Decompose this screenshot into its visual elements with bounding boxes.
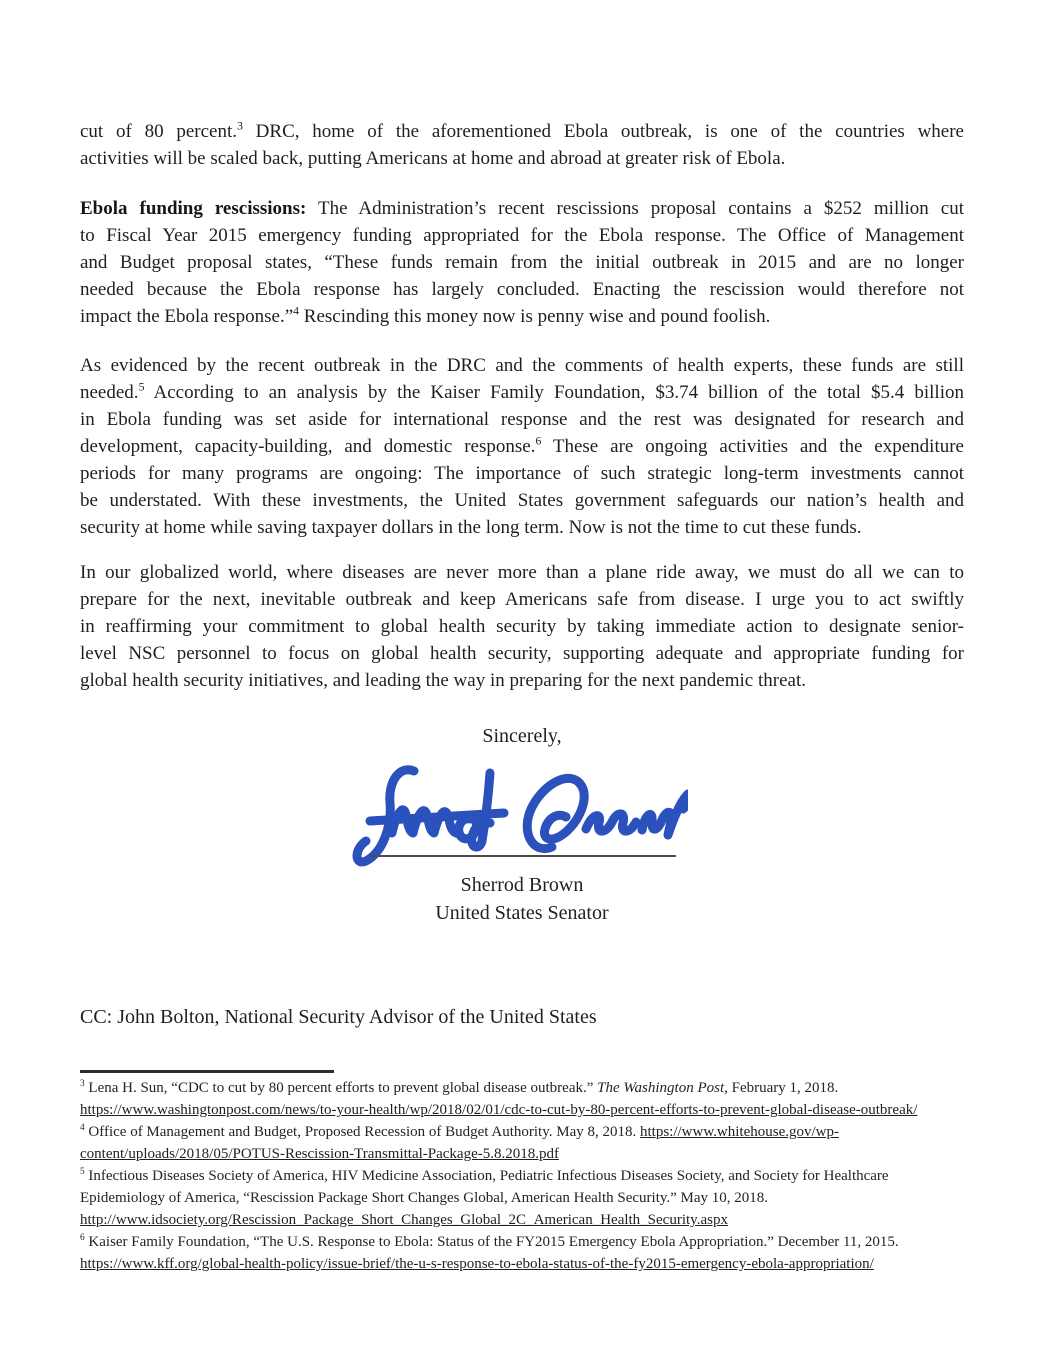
- text-line: [80, 586, 964, 613]
- text-segment: cut of 80 percent.: [80, 121, 238, 142]
- cc-line: CC: John Bolton, National Security Advisor of the United States: [80, 1006, 597, 1028]
- text-line: [80, 118, 964, 145]
- footnote-marker: 5: [80, 1167, 85, 1177]
- text-line: [80, 406, 964, 433]
- text-segment: level NSC personnel to focus on global health security, supporting adequate and appropriate funding for: [80, 643, 964, 664]
- footnote-marker: 4: [293, 304, 300, 318]
- signer-name: Sherrod Brown: [460, 874, 584, 896]
- text-line: [80, 613, 964, 640]
- text-segment: Rescinding this money now is penny wise and pound foolish.: [299, 306, 771, 327]
- footnote-link[interactable]: http://www.idsociety.org/Rescission_Package_Short_Changes_Global_2C_American_Health_Security.aspx: [80, 1212, 728, 1228]
- text-line: [80, 195, 964, 222]
- footnote-divider: [80, 1070, 334, 1073]
- text-segment: Lena H. Sun, “CDC to cut by 80 percent efforts to prevent global disease outbreak.”: [84, 1080, 598, 1096]
- footnote: [80, 1121, 964, 1165]
- text-segment: These are ongoing activities and the expenditure: [541, 436, 964, 457]
- text-segment: in Ebola funding was set aside for international response and the rest was designated for research and: [80, 409, 964, 430]
- footnote-marker: 3: [237, 119, 243, 133]
- footnote-marker: 4: [80, 1123, 85, 1133]
- text-line: [80, 276, 964, 303]
- footnote-line: [80, 1187, 964, 1209]
- footnote: [80, 1165, 964, 1231]
- footnote: [80, 1077, 964, 1121]
- signer-title: United States Senator: [435, 901, 609, 924]
- footnotes: [80, 1077, 964, 1275]
- footnote-line: [80, 1165, 964, 1187]
- text-segment: needed.: [80, 382, 139, 403]
- text-segment: Kaiser Family Foundation, “The U.S. Response to Ebola: Status of the FY2015 Emergency Ebola Appropriation.” December 11, 2015.: [84, 1234, 899, 1250]
- text-segment: Ebola funding rescissions:: [80, 198, 307, 219]
- text-line: [80, 145, 964, 172]
- text-segment: In our globalized world, where diseases are never more than a plane ride away, we must do all we can to: [80, 562, 964, 583]
- footnote-line: [80, 1253, 964, 1275]
- text-segment: needed because the Ebola response has largely concluded. Enacting the rescission would therefore not: [80, 279, 964, 300]
- text-segment: Infectious Diseases Society of America, HIV Medicine Association, Pediatric Infectious Diseases Society, and Society for Healthcare: [84, 1168, 889, 1184]
- footnote-link[interactable]: https://www.kff.org/global-health-policy/issue-brief/the-u-s-response-to-ebola-status-of-the-fy2015-emergency-ebola-appropriation/: [80, 1256, 874, 1272]
- signature-line: [370, 855, 676, 857]
- footnote: [80, 1231, 964, 1275]
- text-segment: According to an analysis by the Kaiser Family Foundation, $3.74 billion of the total $5.4 billion: [144, 382, 964, 403]
- paragraph: [80, 195, 964, 330]
- footnote-line: [80, 1209, 964, 1231]
- text-line: [80, 487, 964, 514]
- text-segment: periods for many programs are ongoing: The importance of such strategic long-term investments cannot: [80, 463, 964, 484]
- text-line: [80, 352, 964, 379]
- text-segment: The Administration’s recent rescissions proposal contains a $252 million cut: [306, 198, 964, 219]
- text-segment: Epidemiology of America, “Rescission Package Short Changes Global, American Health Security.” May 10, 2018.: [80, 1190, 769, 1206]
- text-line: [80, 559, 964, 586]
- closing-line: Sincerely,: [482, 725, 562, 747]
- footnote-link[interactable]: https://www.washingtonpost.com/news/to-your-health/wp/2018/02/01/cdc-to-cut-by-80-percent-efforts-to-prevent-global-disease-outbreak/: [80, 1102, 918, 1118]
- text-segment: Office of Management and Budget, Proposed Recession of Budget Authority. May 8, 2018.: [84, 1124, 640, 1140]
- paragraph: [80, 118, 964, 172]
- footnote-line: [80, 1099, 964, 1121]
- footnote-marker: 3: [80, 1079, 85, 1089]
- footnote-link[interactable]: https://www.whitehouse.gov/wp-: [639, 1124, 839, 1140]
- text-line: [80, 433, 964, 460]
- text-line: [80, 514, 964, 541]
- text-segment: be understated. With these investments, the United States government safeguards our nation’s health and: [80, 490, 964, 511]
- text-line: [80, 379, 964, 406]
- text-segment: , February 1, 2018.: [724, 1080, 839, 1096]
- text-segment: to Fiscal Year 2015 emergency funding appropriated for the Ebola response. The Office of Management: [80, 225, 964, 246]
- paragraph: [80, 559, 964, 694]
- text-segment: DRC, home of the aforementioned Ebola outbreak, is one of the countries where: [242, 121, 964, 142]
- paragraph: [80, 352, 964, 541]
- footnote-marker: 6: [80, 1233, 85, 1243]
- text-segment: in reaffirming your commitment to global health security by taking immediate action to designate senior-: [80, 616, 964, 637]
- text-line: [80, 640, 964, 667]
- text-line: [80, 667, 964, 694]
- text-segment: impact the Ebola response.”: [80, 306, 294, 327]
- footnote-marker: 6: [535, 434, 542, 448]
- text-segment: security at home while saving taxpayer dollars in the long term. Now is not the time to cut these funds.: [80, 517, 862, 538]
- footnote-line: [80, 1231, 964, 1253]
- text-line: [80, 222, 964, 249]
- footnote-line: [80, 1143, 964, 1165]
- text-segment: As evidenced by the recent outbreak in the DRC and the comments of health experts, these funds are still: [80, 355, 964, 376]
- footnote-link[interactable]: content/uploads/2018/05/POTUS-Rescission-Transmittal-Package-5.8.2018.pdf: [80, 1146, 559, 1162]
- text-segment: The Washington Post: [597, 1080, 725, 1096]
- footnote-marker: 5: [138, 380, 145, 394]
- text-segment: activities will be scaled back, putting Americans at home and abroad at greater risk of Ebola.: [80, 148, 786, 169]
- footnote-line: [80, 1121, 964, 1143]
- text-line: [80, 460, 964, 487]
- text-line: [80, 249, 964, 276]
- signature-block: [80, 872, 964, 927]
- text-segment: development, capacity-building, and domestic response.: [80, 436, 536, 457]
- text-segment: and Budget proposal states, “These funds remain from the initial outbreak in 2015 and are no longer: [80, 252, 964, 273]
- text-segment: prepare for the next, inevitable outbreak and keep Americans safe from disease. I urge you to act swiftly: [80, 589, 964, 610]
- text-segment: global health security initiatives, and leading the way in preparing for the next pandemic threat.: [80, 670, 806, 691]
- text-line: [80, 303, 964, 330]
- footnote-line: [80, 1077, 964, 1099]
